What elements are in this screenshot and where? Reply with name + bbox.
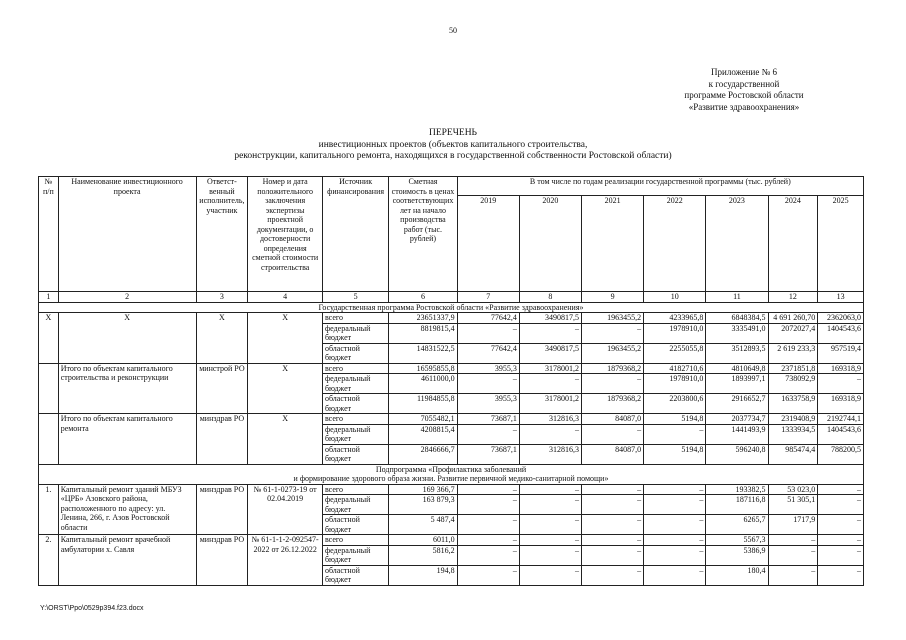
year-value: 169318,9 xyxy=(818,363,864,374)
year-value: – xyxy=(582,535,644,546)
column-number: 6 xyxy=(389,292,457,303)
estimated-cost: 4611000,0 xyxy=(389,374,457,394)
year-value: – xyxy=(582,374,644,394)
annex-line: Приложение № 6 xyxy=(711,67,777,77)
header-source: Источник финансирования xyxy=(322,177,388,292)
year-value: – xyxy=(582,545,644,565)
project-row xyxy=(39,484,864,495)
year-value: 3178001,2 xyxy=(519,394,581,414)
column-number: 11 xyxy=(706,292,768,303)
header-year: 2023 xyxy=(706,196,768,292)
year-value: – xyxy=(644,565,706,585)
project-name: Капитальный ремонт зданий МБУЗ «ЦРБ» Азовского района, расположенного по адресу: ул. Ленина, 266, г. Азов Ростовской области xyxy=(58,484,196,535)
expertise: № 61-1-1-2-092547-2022 от 26.12.2022 xyxy=(248,535,323,586)
year-value: 596240,8 xyxy=(706,444,768,464)
funding-source: всего xyxy=(322,313,388,324)
estimated-cost: 16595855,8 xyxy=(389,363,457,374)
year-value: – xyxy=(519,515,581,535)
year-value: 2192744,1 xyxy=(818,414,864,425)
year-value: – xyxy=(644,545,706,565)
column-number: 5 xyxy=(322,292,388,303)
year-value: 5386,9 xyxy=(706,545,768,565)
year-value: 77642,4 xyxy=(457,313,519,324)
estimated-cost: 169 366,7 xyxy=(389,484,457,495)
column-number: 10 xyxy=(644,292,706,303)
project-row xyxy=(39,535,864,546)
estimated-cost: 5 487,4 xyxy=(389,515,457,535)
page-number: 50 xyxy=(449,26,457,35)
header-year: 2022 xyxy=(644,196,706,292)
header-expertise: Номер и дата положительного заключения экспертизы проектной документации, о достоверности определения сметной стоимости строительства xyxy=(248,177,323,292)
year-value: 1879368,2 xyxy=(582,363,644,374)
year-value: – xyxy=(457,323,519,343)
estimated-cost: 163 879,3 xyxy=(389,495,457,515)
year-value: 1404543,6 xyxy=(818,424,864,444)
project-name: Итого по объектам капитального ремонта xyxy=(58,414,196,465)
header-num: № п/п xyxy=(39,177,59,292)
header-years-group: В том числе по годам реализации государственной программы (тыс. рублей) xyxy=(457,177,863,196)
title-line: ПЕРЕЧЕНЬ xyxy=(428,128,478,138)
year-value: 3335491,0 xyxy=(706,323,768,343)
year-value: – xyxy=(519,535,581,546)
year-value: 5194,8 xyxy=(644,444,706,464)
column-number: 9 xyxy=(582,292,644,303)
year-value: – xyxy=(582,323,644,343)
year-value: 3512893,5 xyxy=(706,343,768,363)
project-name: Х xyxy=(58,313,196,364)
year-value: 1893997,1 xyxy=(706,374,768,394)
funding-source: всего xyxy=(322,414,388,425)
row-number xyxy=(39,414,59,465)
year-value: – xyxy=(457,535,519,546)
year-value: 3490817,5 xyxy=(519,313,581,324)
header-row xyxy=(39,177,864,196)
document-title xyxy=(0,128,906,163)
year-value: 2319408,9 xyxy=(768,414,818,425)
column-number: 3 xyxy=(196,292,248,303)
year-value: – xyxy=(768,535,818,546)
estimated-cost: 6011,0 xyxy=(389,535,457,546)
year-value: 2362063,0 xyxy=(818,313,864,324)
title-line: реконструкции, капитального ремонта, находящихся в государственной собственности Ростовской области) xyxy=(234,151,672,161)
column-number: 1 xyxy=(39,292,59,303)
year-value: 4233965,8 xyxy=(644,313,706,324)
year-value: – xyxy=(457,374,519,394)
year-value: 2203800,6 xyxy=(644,394,706,414)
year-value: – xyxy=(457,515,519,535)
estimated-cost: 8819815,4 xyxy=(389,323,457,343)
column-number: 7 xyxy=(457,292,519,303)
year-value: – xyxy=(519,565,581,585)
year-value: – xyxy=(582,565,644,585)
annex-line: к государственной xyxy=(708,78,780,89)
annex-header xyxy=(644,67,844,113)
year-value: – xyxy=(457,545,519,565)
year-value: 957519,4 xyxy=(818,343,864,363)
column-number: 4 xyxy=(248,292,323,303)
row-number: 2. xyxy=(39,535,59,586)
funding-source: федеральный бюджет xyxy=(322,424,388,444)
year-value: 6848384,5 xyxy=(706,313,768,324)
year-value: 4182710,6 xyxy=(644,363,706,374)
year-value: – xyxy=(818,484,864,495)
year-value: 312816,3 xyxy=(519,414,581,425)
year-value: 1717,9 xyxy=(768,515,818,535)
year-value: – xyxy=(644,535,706,546)
year-value: – xyxy=(582,515,644,535)
header-name: Наименование инвестиционного проекта xyxy=(58,177,196,292)
year-value: 84087,0 xyxy=(582,444,644,464)
section-row xyxy=(39,302,864,313)
year-value: – xyxy=(768,565,818,585)
year-value: 985474,4 xyxy=(768,444,818,464)
year-value: 1879368,2 xyxy=(582,394,644,414)
header-year: 2019 xyxy=(457,196,519,292)
header-cost: Сметная стоимость в ценах соответствующих лет на начало производства работ (тыс. рублей) xyxy=(389,177,457,292)
year-value: 3490817,5 xyxy=(519,343,581,363)
header-year: 2020 xyxy=(519,196,581,292)
year-value: – xyxy=(457,484,519,495)
row-number: 1. xyxy=(39,484,59,535)
year-value: – xyxy=(644,515,706,535)
expertise: Х xyxy=(248,313,323,364)
year-value: 5567,3 xyxy=(706,535,768,546)
estimated-cost: 7055482,1 xyxy=(389,414,457,425)
year-value: 3178001,2 xyxy=(519,363,581,374)
column-number: 13 xyxy=(818,292,864,303)
year-value: 73687,1 xyxy=(457,414,519,425)
funding-source: областной бюджет xyxy=(322,515,388,535)
year-value: 193382,5 xyxy=(706,484,768,495)
year-value: 1978910,0 xyxy=(644,374,706,394)
year-value: 77642,4 xyxy=(457,343,519,363)
year-value: – xyxy=(582,495,644,515)
year-value: 4 691 260,70 xyxy=(768,313,818,324)
year-value: 1963455,2 xyxy=(582,313,644,324)
section-title xyxy=(39,302,864,313)
year-value: 1633758,9 xyxy=(768,394,818,414)
year-value: – xyxy=(582,424,644,444)
year-value: 1441493,9 xyxy=(706,424,768,444)
funding-source: областной бюджет xyxy=(322,565,388,585)
funding-source: всего xyxy=(322,363,388,374)
funding-source: областной бюджет xyxy=(322,394,388,414)
year-value: 1333934,5 xyxy=(768,424,818,444)
column-number: 2 xyxy=(58,292,196,303)
row-number xyxy=(39,363,59,414)
year-value: 4810649,8 xyxy=(706,363,768,374)
estimated-cost: 4208815,4 xyxy=(389,424,457,444)
year-value: – xyxy=(519,374,581,394)
year-value: – xyxy=(519,545,581,565)
annex-line: программе Ростовской области xyxy=(684,90,804,100)
estimated-cost: 11984855,8 xyxy=(389,394,457,414)
year-value: – xyxy=(818,515,864,535)
year-value: 738092,9 xyxy=(768,374,818,394)
expertise: Х xyxy=(248,414,323,465)
column-number: 12 xyxy=(768,292,818,303)
funding-source: всего xyxy=(322,484,388,495)
year-value: 3955,3 xyxy=(457,363,519,374)
year-value: – xyxy=(519,484,581,495)
year-value: – xyxy=(519,323,581,343)
project-name: Итого по объектам капитального строительства и реконструкции xyxy=(58,363,196,414)
year-value: 2 619 233,3 xyxy=(768,343,818,363)
responsible: минздрав РО xyxy=(196,414,248,465)
year-value: 3955,3 xyxy=(457,394,519,414)
year-value: – xyxy=(644,424,706,444)
year-value: 2916652,7 xyxy=(706,394,768,414)
year-value: – xyxy=(768,545,818,565)
year-value: 1963455,2 xyxy=(582,343,644,363)
estimated-cost: 23651337,9 xyxy=(389,313,457,324)
section-title xyxy=(39,464,864,484)
funding-source: федеральный бюджет xyxy=(322,374,388,394)
year-value: – xyxy=(519,424,581,444)
column-numbers-row xyxy=(39,292,864,303)
year-value: – xyxy=(457,495,519,515)
year-value: – xyxy=(582,484,644,495)
year-value: 84087,0 xyxy=(582,414,644,425)
year-value: 2255055,8 xyxy=(644,343,706,363)
year-value: – xyxy=(818,374,864,394)
estimated-cost: 194,8 xyxy=(389,565,457,585)
year-value: 169318,9 xyxy=(818,394,864,414)
year-value: 2371851,8 xyxy=(768,363,818,374)
group-row xyxy=(39,363,864,374)
year-value: – xyxy=(644,495,706,515)
responsible: минздрав РО xyxy=(196,484,248,535)
year-value: 2072027,4 xyxy=(768,323,818,343)
header-year: 2025 xyxy=(818,196,864,292)
group-row xyxy=(39,313,864,324)
year-value: – xyxy=(519,495,581,515)
group-row xyxy=(39,414,864,425)
responsible: минстрой РО xyxy=(196,363,248,414)
year-value: – xyxy=(457,565,519,585)
project-name: Капитальный ремонт врачебной амбулатории х. Савля xyxy=(58,535,196,586)
estimated-cost: 5816,2 xyxy=(389,545,457,565)
funding-source: всего xyxy=(322,535,388,546)
header-responsible: Ответст-венный исполнитель, участник xyxy=(196,177,248,292)
year-value: 788200,5 xyxy=(818,444,864,464)
year-value: 73687,1 xyxy=(457,444,519,464)
row-number: Х xyxy=(39,313,59,364)
year-value: – xyxy=(818,495,864,515)
responsible: Х xyxy=(196,313,248,364)
year-value: 1404543,6 xyxy=(818,323,864,343)
estimated-cost: 14831522,5 xyxy=(389,343,457,363)
funding-source: областной бюджет xyxy=(322,444,388,464)
year-value: 1978910,0 xyxy=(644,323,706,343)
annex-line: «Развитие здравоохранения» xyxy=(688,101,800,112)
section-title-line: Государственная программа Ростовской области «Развитие здравоохранения» xyxy=(318,302,584,312)
funding-source: федеральный бюджет xyxy=(322,545,388,565)
expertise: № 61-1-0273-19 от 02.04.2019 xyxy=(248,484,323,535)
file-path-footer: Y:\ORST\Ppo\0529p394.f23.docx xyxy=(40,605,144,612)
estimated-cost: 2846666,7 xyxy=(389,444,457,464)
column-number: 8 xyxy=(519,292,581,303)
year-value: 187116,8 xyxy=(706,495,768,515)
investment-projects-table xyxy=(38,176,864,586)
year-value: – xyxy=(818,545,864,565)
year-value: 180,4 xyxy=(706,565,768,585)
year-value: – xyxy=(818,535,864,546)
year-value: 2037734,7 xyxy=(706,414,768,425)
year-value: 51 305,1 xyxy=(768,495,818,515)
section-row xyxy=(39,464,864,484)
header-year: 2024 xyxy=(768,196,818,292)
year-value: 5194,8 xyxy=(644,414,706,425)
funding-source: областной бюджет xyxy=(322,343,388,363)
funding-source: федеральный бюджет xyxy=(322,323,388,343)
title-line: инвестиционных проектов (объектов капитального строительства, xyxy=(318,139,588,150)
year-value: – xyxy=(818,565,864,585)
section-title-line: и формирование здорового образа жизни. Развитие первичной медико-санитарной помощи» xyxy=(293,474,609,483)
expertise: Х xyxy=(248,363,323,414)
year-value: 6265,7 xyxy=(706,515,768,535)
header-year: 2021 xyxy=(582,196,644,292)
year-value: – xyxy=(457,424,519,444)
year-value: 53 023,0 xyxy=(768,484,818,495)
year-value: – xyxy=(644,484,706,495)
section-title-line: Подпрограмма «Профилактика заболеваний xyxy=(375,464,527,474)
funding-source: федеральный бюджет xyxy=(322,495,388,515)
responsible: минздрав РО xyxy=(196,535,248,586)
year-value: 312816,3 xyxy=(519,444,581,464)
